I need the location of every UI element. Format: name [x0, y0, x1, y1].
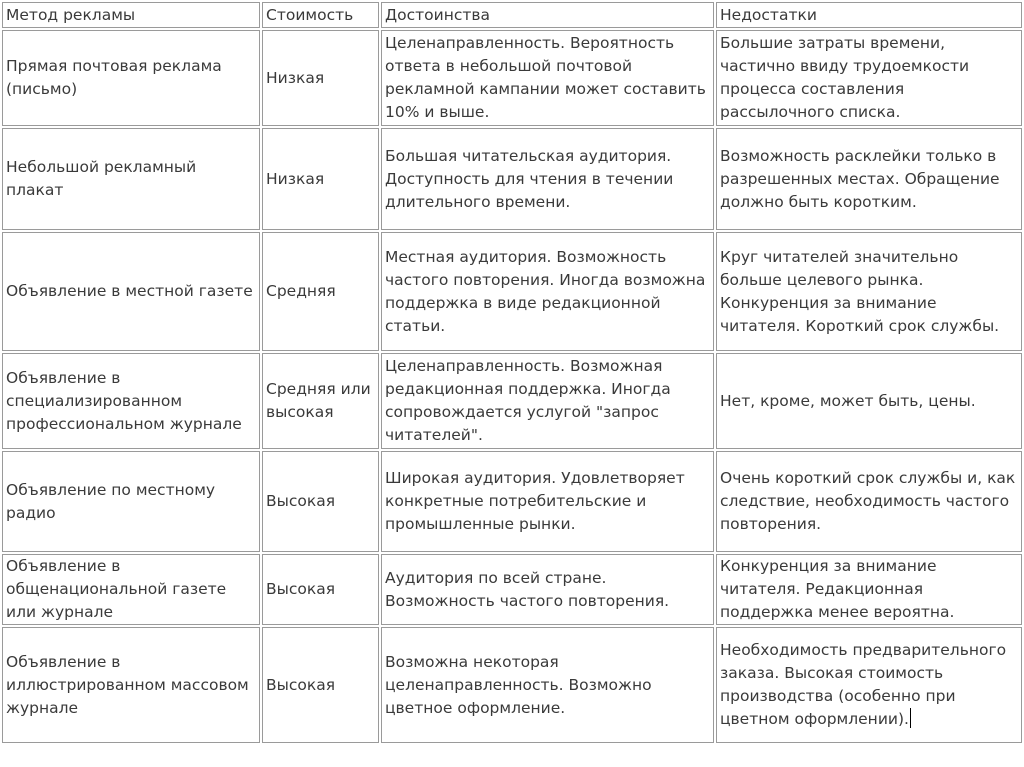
header-cons: Недостатки — [716, 2, 1022, 28]
cost-cell: Низкая — [262, 30, 379, 126]
pros-cell: Широкая аудитория. Удовлетворяет конкретные потребительские и промышленные рынки. — [381, 451, 714, 552]
pros-cell: Возможна некоторая целенаправленность. Возможно цветное оформление. — [381, 627, 714, 743]
table-row — [2, 451, 1022, 552]
table-row — [2, 128, 1022, 230]
text-cursor — [910, 708, 911, 728]
method-cell: Прямая почтовая реклама (письмо) — [2, 30, 260, 126]
cons-cell: Нет, кроме, может быть, цены. — [716, 353, 1022, 449]
pros-cell: Аудитория по всей стране. Возможность частого повторения. — [381, 554, 714, 625]
cost-cell: Высокая — [262, 451, 379, 552]
header-pros: Достоинства — [381, 2, 714, 28]
method-cell: Объявление по местному радио — [2, 451, 260, 552]
cost-cell: Высокая — [262, 554, 379, 625]
pros-cell: Большая читательская аудитория. Доступность для чтения в течении длительного времени. — [381, 128, 714, 230]
cons-cell: Очень короткий срок службы и, как следствие, необходимость частого повторения. — [716, 451, 1022, 552]
table-row — [2, 30, 1022, 126]
cons-cell: Круг читателей значительно больше целевого рынка. Конкуренция за внимание читателя. Короткий срок службы. — [716, 232, 1022, 351]
table-row — [2, 627, 1022, 743]
cons-cell: Возможность расклейки только в разрешенных местах. Обращение должно быть коротким. — [716, 128, 1022, 230]
pros-cell: Целенаправленность. Возможная редакционная поддержка. Иногда сопровождается услугой "запрос читателей". — [381, 353, 714, 449]
cost-cell: Низкая — [262, 128, 379, 230]
cost-cell: Средняя — [262, 232, 379, 351]
header-cost: Стоимость — [262, 2, 379, 28]
method-cell: Объявление в специализированном профессиональном журнале — [2, 353, 260, 449]
pros-cell: Местная аудитория. Возможность частого повторения. Иногда возможна поддержка в виде редакционной статьи. — [381, 232, 714, 351]
table-row — [2, 232, 1022, 351]
cons-cell: Конкуренция за внимание читателя. Редакционная поддержка менее вероятна. — [716, 554, 1022, 625]
table-row — [2, 554, 1022, 625]
pros-cell: Целенаправленность. Вероятность ответа в небольшой почтовой рекламной кампании может составить 10% и выше. — [381, 30, 714, 126]
method-cell: Объявление в местной газете — [2, 232, 260, 351]
cost-cell: Средняя или высокая — [262, 353, 379, 449]
header-method: Метод рекламы — [2, 2, 260, 28]
cons-cell: Большие затраты времени, частично ввиду трудоемкости процесса составления рассылочного списка. — [716, 30, 1022, 126]
cost-cell: Высокая — [262, 627, 379, 743]
cons-cell[interactable] — [716, 627, 1022, 743]
method-cell: Небольшой рекламный плакат — [2, 128, 260, 230]
cons-text: Необходимость предварительного заказа. Высокая стоимость производства (особенно при цветном оформлении). — [720, 641, 1007, 728]
method-cell: Объявление в иллюстрированном массовом журнале — [2, 627, 260, 743]
method-cell: Объявление в общенациональной газете или журнале — [2, 554, 260, 625]
table-row — [2, 353, 1022, 449]
header-row — [2, 2, 1022, 28]
